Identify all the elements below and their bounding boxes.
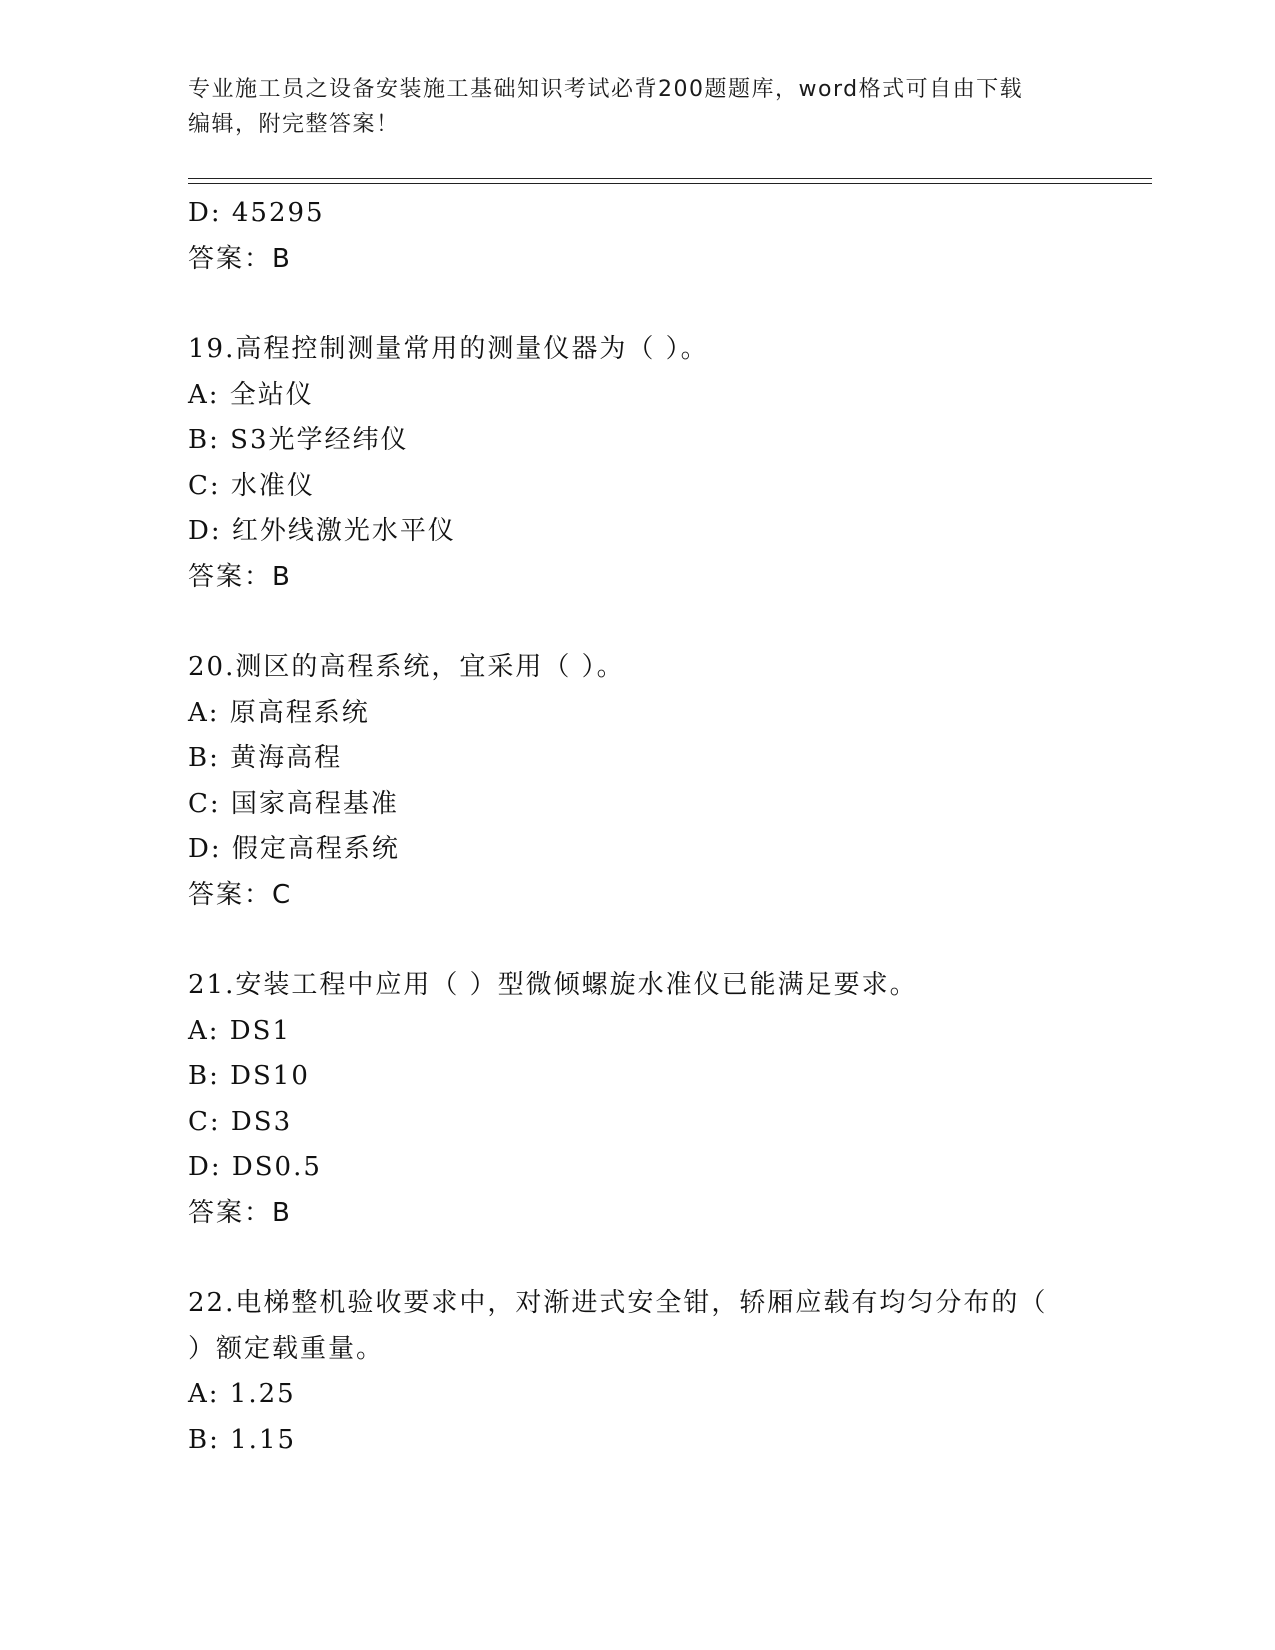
option-b: B: 黄海高程: [188, 743, 343, 773]
option-b: B: DS10: [188, 1061, 310, 1091]
spacer: [188, 1236, 1088, 1281]
question-text: 20.测区的高程系统，宜采用（ ）。: [188, 652, 625, 682]
option-a: A: 原高程系统: [188, 697, 370, 728]
question-19: [188, 327, 1088, 600]
header-divider-bottom: [188, 183, 1152, 184]
answer: 答案：C: [188, 879, 293, 910]
prev-option-d: D: 45295: [188, 198, 325, 228]
question-20: [188, 645, 1088, 918]
option-a: A: 全站仪: [188, 379, 314, 410]
question-text-line-1: 22.电梯整机验收要求中，对渐进式安全钳，轿厢应载有均匀分布的（: [188, 1288, 1048, 1318]
option-d: D: 红外线激光水平仪: [188, 516, 456, 546]
option-c: C: DS3: [188, 1106, 293, 1137]
header-divider-top: [188, 178, 1152, 179]
question-text-line-2: ）额定载重量。: [188, 1333, 385, 1364]
option-c: C: 水准仪: [188, 470, 315, 501]
document-header: [188, 72, 1088, 142]
spacer: [188, 282, 1088, 327]
question-text: 21.安装工程中应用（ ）型微倾螺旋水准仪已能满足要求。: [188, 970, 918, 1000]
prev-answer: 答案：B: [188, 243, 292, 274]
question-list: [188, 191, 1088, 1463]
option-b: B: 1.15: [188, 1424, 297, 1455]
option-c: C: 国家高程基准: [188, 788, 399, 819]
option-d: D: DS0.5: [188, 1152, 322, 1182]
header-line-1: 专业施工员之设备安装施工基础知识考试必背200题题库，word格式可自由下载: [188, 77, 1024, 102]
question-text: 19.高程控制测量常用的测量仪器为（ ）。: [188, 334, 709, 364]
option-a: A: DS1: [188, 1015, 291, 1046]
header-line-2: 编辑，附完整答案！: [188, 112, 400, 137]
option-a: A: 1.25: [188, 1379, 296, 1409]
answer: 答案：B: [188, 561, 292, 592]
spacer: [188, 918, 1088, 963]
option-d: D: 假定高程系统: [188, 834, 400, 864]
question-22: [188, 1281, 1088, 1463]
question-21: [188, 963, 1088, 1236]
spacer: [188, 600, 1088, 645]
option-b: B: S3光学经纬仪: [188, 425, 409, 455]
answer: 答案：B: [188, 1197, 292, 1228]
